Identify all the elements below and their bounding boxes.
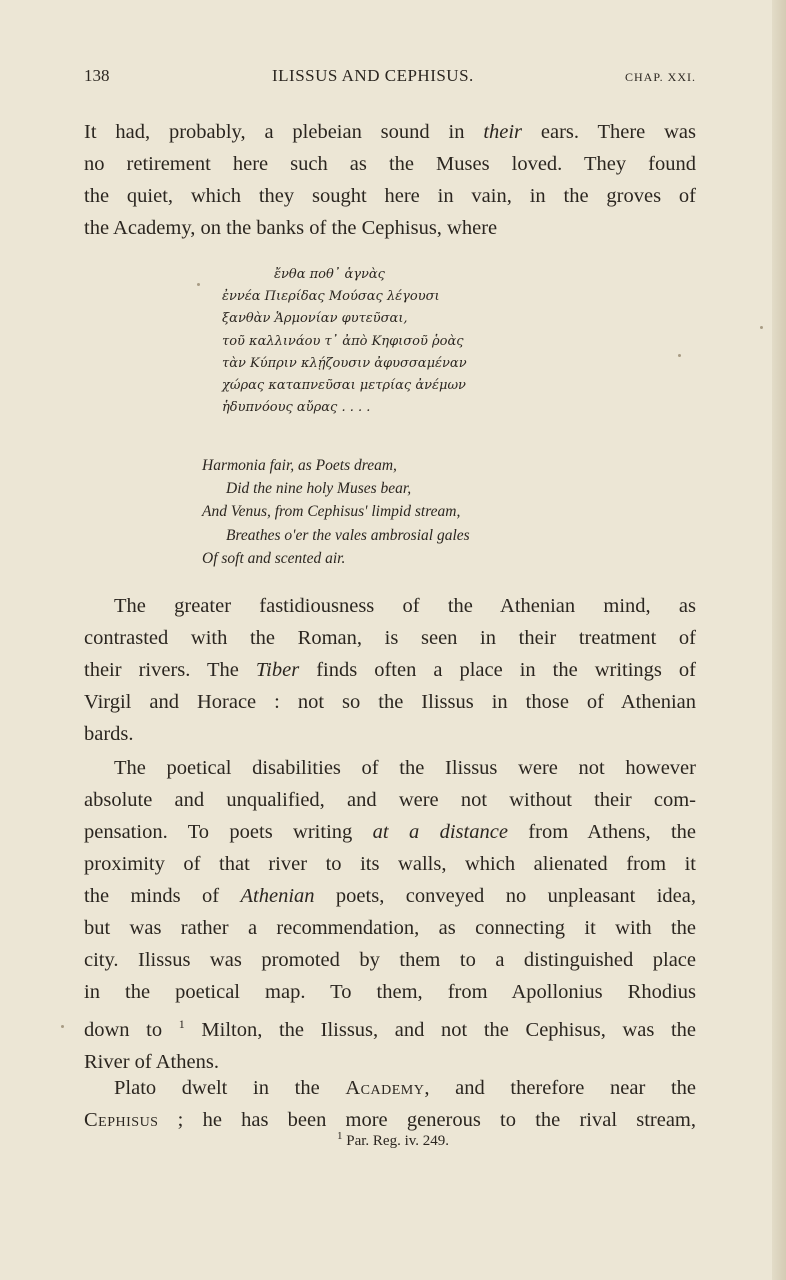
small-caps-term: Cephisus: [84, 1109, 159, 1131]
emphasis: at a distance: [372, 821, 508, 843]
verse-line: Harmonia fair, as Poets dream,: [202, 457, 397, 474]
text-line: The poetical disabilities of the Ilissus were not however: [114, 757, 696, 779]
text-line: but was rather a recommendation, as connecting it with the: [84, 917, 696, 939]
footnote: [0, 1130, 786, 1150]
text-line: the quiet, which they sought here in vain, in the groves of: [84, 185, 696, 207]
greek-line: χώρας καταπνεῦσαι μετρίας ἀνέμων: [222, 378, 466, 394]
running-title: ILISSUS AND CEPHISUS.: [272, 66, 474, 85]
text-line: Virgil and Horace : not so the Ilissus in those of Athenian: [84, 691, 696, 713]
footnote-text: Par. Reg. iv. 249.: [342, 1133, 450, 1149]
text-line: no retirement here such as the Muses loved. They found: [84, 153, 696, 175]
text-line: city. Ilissus was promoted by them to a distinguished place: [84, 949, 696, 971]
greek-line: ἡδυπνόους αὔρας . . . .: [222, 400, 371, 416]
page-number: 138: [84, 66, 110, 85]
paragraph-4: [84, 1072, 696, 1136]
emphasis: Athenian: [240, 885, 315, 907]
footnote-mark: 1: [336, 1130, 343, 1142]
verse-line: Did the nine holy Muses bear,: [226, 480, 412, 498]
running-head: [84, 66, 696, 94]
text-line: contrasted with the Roman, is seen in their treatment of: [84, 627, 696, 649]
page-edge: [772, 0, 786, 1280]
text-line: absolute and unqualified, and were not without their com-: [84, 789, 696, 811]
paragraph-3: [84, 752, 696, 1078]
text-line: bards.: [84, 723, 134, 745]
greek-line: ἔνθα ποθ᾽ ἁγνὰς: [274, 267, 385, 282]
greek-line: ξανθὰν Ἁρμονίαν φυτεῦσαι,: [222, 311, 408, 327]
paragraph-2: [84, 590, 696, 750]
paper-speck: [760, 326, 763, 329]
verse-line: And Venus, from Cephisus' limpid stream,: [202, 503, 461, 521]
paper-speck: [61, 1025, 64, 1028]
small-caps-term: Academy: [345, 1077, 425, 1099]
emphasis: their: [483, 121, 523, 143]
verse-line: Of soft and scented air.: [202, 549, 346, 567]
text-line: their rivers. The Tiber finds often a place in the writings of: [84, 659, 696, 681]
text-line: the minds of Athenian poets, conveyed no unpleasant idea,: [84, 885, 696, 907]
verse-translation: [202, 454, 470, 570]
text-line: the Academy, on the banks of the Cephisus, where: [84, 217, 498, 239]
greek-line: τοῦ καλλινάου τ᾽ ἀπὸ Κηφισοῦ ῥοὰς: [222, 333, 464, 349]
paragraph-1: [84, 116, 696, 244]
greek-line: ἐννέα Πιερίδας Μούσας λέγουσι: [222, 289, 440, 305]
text-line: Cephisus ; he has been more generous to the rival stream,: [84, 1109, 696, 1131]
text-line: pensation. To poets writing at a distance from Athens, the: [84, 821, 697, 843]
verse-line: Breathes o'er the vales ambrosial gales: [226, 526, 470, 544]
chapter-label: CHAP. XXI.: [624, 70, 696, 84]
paper-speck: [197, 283, 200, 286]
text-line: The greater fastidiousness of the Athenian mind, as: [114, 595, 696, 617]
text-line: It had, probably, a plebeian sound in their ears. There was: [84, 121, 697, 143]
greek-quotation: [222, 264, 467, 419]
text-line: Plato dwelt in the Academy, and therefore near the: [114, 1077, 696, 1099]
emphasis: Tiber: [255, 659, 300, 681]
text-line: down to $^1$ Milton, the Ilissus, and not the Cephisus, was the: [84, 1017, 697, 1041]
footnote-reference: 1: [178, 1017, 185, 1031]
text-line: River of Athens.: [84, 1050, 219, 1073]
greek-line: τὰν Κύπριν κλῄζουσιν ἀφυσσαμέναν: [222, 355, 467, 371]
text-line: in the poetical map. To them, from Apollonius Rhodius: [84, 981, 696, 1003]
paper-speck: [678, 354, 681, 357]
text-line: proximity of that river to its walls, which alienated from it: [84, 853, 696, 875]
